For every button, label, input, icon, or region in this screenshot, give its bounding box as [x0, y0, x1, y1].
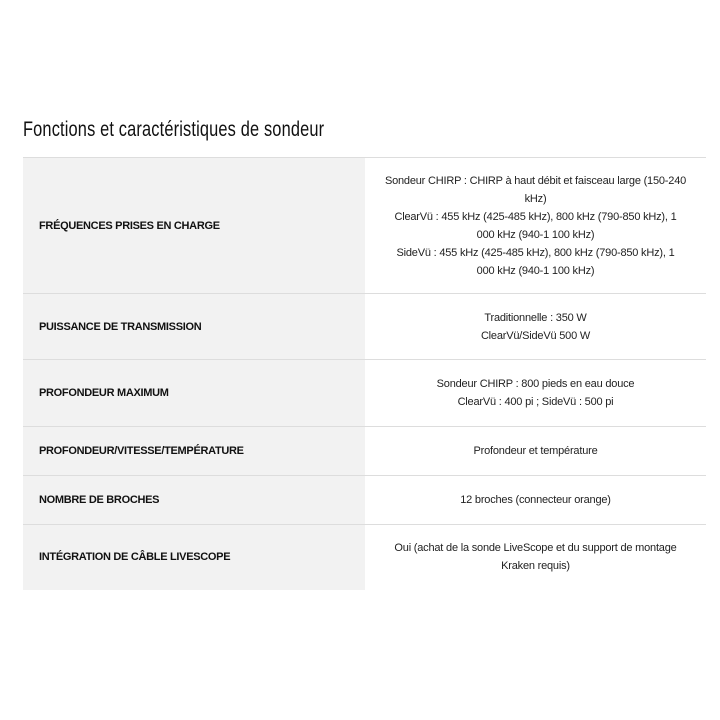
- spec-value-line: Oui (achat de la sonde LiveScope et du support de montage Kraken requis): [394, 542, 677, 573]
- spec-value: [365, 158, 706, 294]
- spec-value-line: Profondeur et température: [473, 445, 598, 457]
- table-row: [23, 360, 706, 427]
- table-row: [23, 158, 706, 294]
- spec-value-line: ClearVü : 455 kHz (425-485 kHz), 800 kHz (790-850 kHz), 1 000 kHz (940-1 100 kHz): [394, 210, 677, 241]
- spec-value-line: Sondeur CHIRP : 800 pieds en eau douce: [436, 378, 635, 390]
- spec-value-line: SideVü : 455 kHz (425-485 kHz), 800 kHz (790-850 kHz), 1 000 kHz (940-1 100 kHz): [396, 246, 675, 277]
- section-title: Fonctions et caractéristiques de sondeur: [23, 118, 325, 141]
- spec-value-line: ClearVü : 400 pi ; SideVü : 500 pi: [457, 396, 614, 408]
- table-row: [23, 294, 706, 360]
- table-row: [23, 476, 706, 525]
- spec-value: [365, 476, 706, 525]
- table-row: [23, 427, 706, 476]
- spec-value-line: Traditionnelle : 350 W: [484, 311, 587, 324]
- spec-label: PROFONDEUR MAXIMUM: [23, 360, 365, 427]
- spec-value: [365, 427, 706, 476]
- spec-label: FRÉQUENCES PRISES EN CHARGE: [23, 158, 365, 294]
- spec-value-line: 12 broches (connecteur orange): [460, 494, 611, 506]
- spec-label: PROFONDEUR/VITESSE/TEMPÉRATURE: [23, 427, 365, 476]
- specs-table: [23, 157, 706, 590]
- spec-value: [365, 360, 706, 427]
- spec-label: PUISSANCE DE TRANSMISSION: [23, 294, 365, 360]
- spec-value: [365, 525, 706, 590]
- spec-value-line: Sondeur CHIRP : CHIRP à haut débit et faisceau large (150-240 kHz): [384, 174, 687, 205]
- spec-value: [365, 294, 706, 360]
- spec-label: INTÉGRATION DE CÂBLE LIVESCOPE: [23, 525, 365, 590]
- table-row: [23, 525, 706, 590]
- spec-label: NOMBRE DE BROCHES: [23, 476, 365, 525]
- spec-value-line: ClearVü/SideVü 500 W: [480, 329, 591, 342]
